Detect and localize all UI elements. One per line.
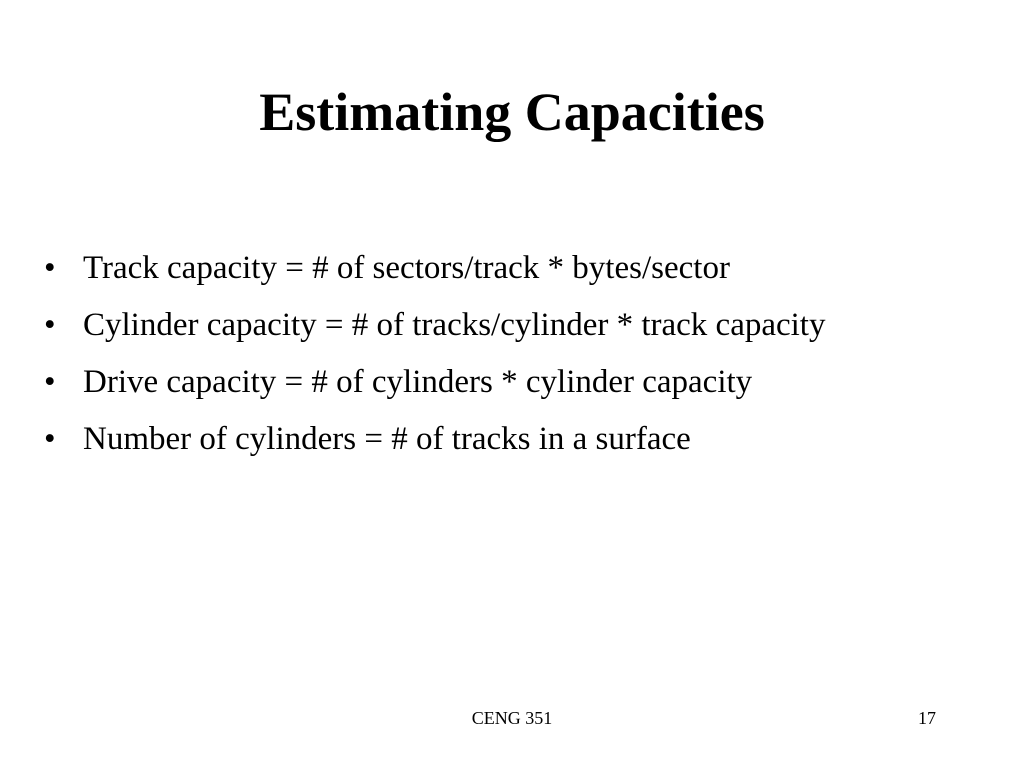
bullet-list bbox=[40, 248, 1000, 476]
footer-course-label: CENG 351 bbox=[471, 708, 553, 728]
bullet-icon: • bbox=[44, 364, 56, 400]
bullet-text: Cylinder capacity = # of tracks/cylinder * track capacity bbox=[83, 307, 826, 343]
bullet-text: Track capacity = # of sectors/track * bytes/sector bbox=[83, 250, 730, 286]
bullet-icon: • bbox=[44, 307, 56, 343]
bullet-item bbox=[40, 362, 1000, 402]
bullet-icon: • bbox=[44, 421, 56, 457]
page-number: 17 bbox=[918, 708, 936, 728]
slide-title: Estimating Capacities bbox=[259, 82, 765, 142]
bullet-item bbox=[40, 248, 1000, 288]
bullet-item bbox=[40, 419, 1000, 459]
bullet-text: Number of cylinders = # of tracks in a surface bbox=[83, 421, 691, 457]
bullet-text: Drive capacity = # of cylinders * cylinder capacity bbox=[83, 364, 753, 400]
bullet-icon: • bbox=[44, 250, 56, 286]
bullet-item bbox=[40, 305, 1000, 345]
